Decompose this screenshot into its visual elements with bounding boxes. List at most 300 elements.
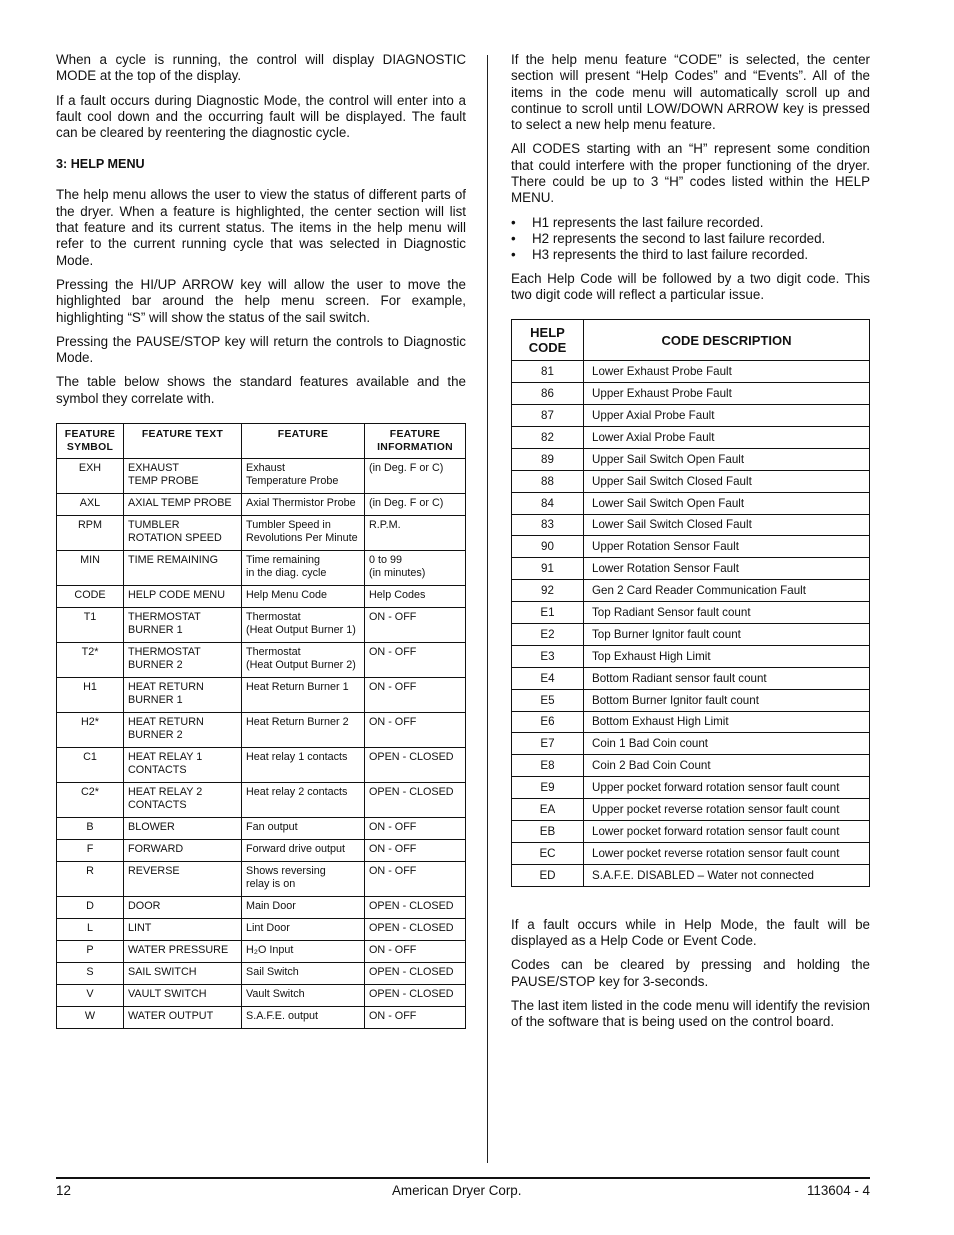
feature-cell <box>242 783 365 818</box>
table-row <box>512 711 870 733</box>
table-row <box>512 405 870 427</box>
information-cell-line: ON - OFF <box>369 681 417 694</box>
feature-table <box>56 423 466 1029</box>
paragraph-clear-codes: Codes can be cleared by pressing and holding the PAUSE/STOP key for 3-seconds. <box>511 957 870 989</box>
feature-cell-line: Revolutions Per Minute <box>246 532 358 545</box>
code-cell: E1 <box>512 602 584 624</box>
description-cell: Upper Exhaust Probe Fault <box>584 383 870 405</box>
text-cell-line: THERMOSTAT <box>128 646 201 659</box>
text-cell <box>124 494 242 516</box>
text-cell-line: AXIAL TEMP PROBE <box>128 497 232 510</box>
symbol-cell <box>57 897 124 919</box>
table-row <box>512 361 870 383</box>
feature-cell-line: Main Door <box>246 900 296 913</box>
description-cell: Upper Sail Switch Closed Fault <box>584 470 870 492</box>
symbol-cell <box>57 748 124 783</box>
feature-table-header-row <box>57 424 466 459</box>
table-row <box>512 448 870 470</box>
text-cell <box>124 818 242 840</box>
table-row <box>57 551 466 586</box>
table-row <box>57 818 466 840</box>
header-feature-text: FEATURE TEXT <box>124 424 242 459</box>
symbol-cell <box>57 941 124 963</box>
text-cell-line: HEAT RELAY 2 <box>128 786 203 799</box>
document-number: 113604 - 4 <box>806 1183 870 1198</box>
symbol-cell <box>57 985 124 1007</box>
symbol-cell-line: RPM <box>78 519 102 532</box>
description-cell: Lower Axial Probe Fault <box>584 426 870 448</box>
code-cell: 92 <box>512 580 584 602</box>
header-feature: FEATURE <box>242 424 365 459</box>
text-cell <box>124 678 242 713</box>
feature-cell <box>242 941 365 963</box>
description-cell: Lower Exhaust Probe Fault <box>584 361 870 383</box>
table-row <box>512 842 870 864</box>
feature-cell-line: Heat Return Burner 2 <box>246 716 349 729</box>
code-cell: 89 <box>512 448 584 470</box>
description-cell: Lower Sail Switch Closed Fault <box>584 514 870 536</box>
description-cell: Upper pocket reverse rotation sensor fault count <box>584 799 870 821</box>
text-cell <box>124 643 242 678</box>
paragraph-pause-stop: Pressing the PAUSE/STOP key will return the controls to Diagnostic Mode. <box>56 333 466 366</box>
description-cell: Bottom Burner Ignitor fault count <box>584 689 870 711</box>
symbol-cell <box>57 862 124 897</box>
table-row <box>57 459 466 494</box>
feature-cell-line: Heat relay 2 contacts <box>246 786 348 799</box>
footer-rule <box>56 1177 870 1179</box>
code-table-header-row <box>512 320 870 361</box>
text-cell-line: HEAT RETURN <box>128 681 204 694</box>
symbol-cell-line: L <box>86 922 93 935</box>
code-cell: 84 <box>512 492 584 514</box>
information-cell-line: Help Codes <box>369 589 426 602</box>
text-cell <box>124 862 242 897</box>
feature-cell <box>242 1007 365 1029</box>
table-row <box>57 840 466 862</box>
feature-cell-line: Exhaust <box>246 462 286 475</box>
information-cell-line: OPEN - CLOSED <box>369 988 454 1001</box>
feature-cell <box>242 840 365 862</box>
section-heading-help-menu: 3: HELP MENU <box>56 157 145 172</box>
list-item: • H3 represents the third to last failure recorded. <box>511 247 870 263</box>
text-cell-line: BURNER 1 <box>128 694 183 707</box>
information-cell-line: (in Deg. F or C) <box>369 497 444 510</box>
symbol-cell-line: F <box>86 843 94 856</box>
code-cell: E8 <box>512 755 584 777</box>
text-cell-line: TEMP PROBE <box>128 475 199 488</box>
feature-cell <box>242 551 365 586</box>
text-cell-line: FORWARD <box>128 843 184 856</box>
information-cell <box>365 494 466 516</box>
code-cell: 83 <box>512 514 584 536</box>
symbol-cell <box>57 919 124 941</box>
information-cell-line: ON - OFF <box>369 944 417 957</box>
information-cell <box>365 963 466 985</box>
table-row <box>57 643 466 678</box>
text-cell <box>124 783 242 818</box>
symbol-cell-line: T1 <box>83 611 97 624</box>
table-row <box>512 799 870 821</box>
table-row <box>512 602 870 624</box>
feature-cell-line: (Heat Output Burner 2) <box>246 659 356 672</box>
text-cell <box>124 897 242 919</box>
text-cell <box>124 941 242 963</box>
feature-cell <box>242 818 365 840</box>
information-cell <box>365 985 466 1007</box>
symbol-cell <box>57 713 124 748</box>
feature-cell <box>242 516 365 551</box>
table-row <box>57 941 466 963</box>
feature-cell-line: Shows reversing <box>246 865 326 878</box>
feature-cell-line: Fan output <box>246 821 298 834</box>
information-cell <box>365 897 466 919</box>
text-cell-line: CONTACTS <box>128 799 187 812</box>
description-cell: S.A.F.E. DISABLED – Water not connected <box>584 864 870 886</box>
feature-cell-line: Sail Switch <box>246 966 299 979</box>
text-cell-line: BURNER 2 <box>128 729 183 742</box>
code-cell: 90 <box>512 536 584 558</box>
description-cell: Lower pocket forward rotation sensor fault count <box>584 820 870 842</box>
feature-cell-line: Temperature Probe <box>246 475 339 488</box>
feature-cell-line: relay is on <box>246 878 296 891</box>
code-cell: 88 <box>512 470 584 492</box>
symbol-cell-line: V <box>86 988 94 1001</box>
list-item: • H2 represents the second to last failure recorded. <box>511 231 870 247</box>
description-cell: Upper Axial Probe Fault <box>584 405 870 427</box>
description-cell: Upper pocket forward rotation sensor fault count <box>584 777 870 799</box>
text-cell <box>124 459 242 494</box>
table-row <box>57 516 466 551</box>
page-number: 12 <box>56 1183 71 1198</box>
table-row <box>512 689 870 711</box>
symbol-cell-line: H2* <box>80 716 99 729</box>
information-cell-line: (in Deg. F or C) <box>369 462 444 475</box>
symbol-cell <box>57 783 124 818</box>
description-cell: Lower pocket reverse rotation sensor fault count <box>584 842 870 864</box>
feature-cell <box>242 586 365 608</box>
description-cell: Bottom Radiant sensor fault count <box>584 667 870 689</box>
text-cell-line: VAULT SWITCH <box>128 988 207 1001</box>
text-cell-line: SAIL SWITCH <box>128 966 197 979</box>
text-cell-line: BURNER 2 <box>128 659 183 672</box>
text-cell-line: BLOWER <box>128 821 175 834</box>
header-code-description: CODE DESCRIPTION <box>584 320 870 361</box>
paragraph-diagnostic-display: When a cycle is running, the control will display DIAGNOSTIC MODE at the top of the display. <box>56 52 466 84</box>
symbol-cell <box>57 551 124 586</box>
text-cell-line: HELP CODE MENU <box>128 589 225 602</box>
code-cell: E3 <box>512 645 584 667</box>
information-cell-line: 0 to 99 <box>369 554 403 567</box>
information-cell <box>365 608 466 643</box>
paragraph-two-digit-code: Each Help Code will be followed by a two digit code. This two digit code will reflect a particular issue. <box>511 270 870 302</box>
symbol-cell-line: EXH <box>78 462 102 475</box>
code-cell: E9 <box>512 777 584 799</box>
right-column <box>511 52 870 1038</box>
table-row <box>512 645 870 667</box>
feature-cell <box>242 862 365 897</box>
table-row <box>512 755 870 777</box>
text-cell <box>124 586 242 608</box>
table-row <box>512 426 870 448</box>
description-cell: Coin 1 Bad Coin count <box>584 733 870 755</box>
information-cell-line: OPEN - CLOSED <box>369 751 454 764</box>
information-cell <box>365 643 466 678</box>
code-cell: 82 <box>512 426 584 448</box>
paragraph-help-menu-intro: The help menu allows the user to view the status of different parts of the dryer. When a feature is highlighted, the center section will list that feature and its current status. The items in the help menu will refer to the current running cycle that was selected in Diagnostic Mode. <box>56 187 466 268</box>
text-cell <box>124 748 242 783</box>
table-row <box>57 1007 466 1029</box>
table-row <box>57 494 466 516</box>
code-cell: E5 <box>512 689 584 711</box>
help-code-table <box>511 319 870 886</box>
text-cell <box>124 963 242 985</box>
symbol-cell-line: CODE <box>74 589 106 602</box>
description-cell: Bottom Exhaust High Limit <box>584 711 870 733</box>
code-cell: 81 <box>512 361 584 383</box>
feature-cell-line: S.A.F.E. output <box>246 1010 319 1023</box>
feature-cell <box>242 608 365 643</box>
header-help-code <box>512 320 584 361</box>
feature-cell <box>242 897 365 919</box>
code-cell: EC <box>512 842 584 864</box>
code-cell: ED <box>512 864 584 886</box>
information-cell <box>365 818 466 840</box>
text-cell-line: REVERSE <box>128 865 180 878</box>
table-row <box>57 586 466 608</box>
text-cell <box>124 713 242 748</box>
text-cell-line: WATER PRESSURE <box>128 944 229 957</box>
paragraph-hi-up-arrow: Pressing the HI/UP ARROW key will allow the user to move the highlighted bar around the help menu screen. For example, highlighting “S” will show the status of the sail switch. <box>56 276 466 325</box>
text-cell <box>124 919 242 941</box>
code-cell: E2 <box>512 623 584 645</box>
symbol-cell-line: W <box>84 1010 96 1023</box>
information-cell-line: ON - OFF <box>369 843 417 856</box>
information-cell-line: OPEN - CLOSED <box>369 966 454 979</box>
text-cell <box>124 551 242 586</box>
header-help-code-line2: CODE <box>528 340 567 356</box>
description-cell: Gen 2 Card Reader Communication Fault <box>584 580 870 602</box>
symbol-cell-line: D <box>86 900 94 913</box>
description-cell: Upper Rotation Sensor Fault <box>584 536 870 558</box>
text-cell-line: TIME REMAINING <box>128 554 218 567</box>
feature-cell-line: Lint Door <box>246 922 290 935</box>
symbol-cell <box>57 818 124 840</box>
company-name: American Dryer Corp. <box>392 1183 522 1198</box>
column-divider <box>487 55 488 1163</box>
text-cell <box>124 516 242 551</box>
symbol-cell-line: MIN <box>80 554 100 567</box>
code-cell: 87 <box>512 405 584 427</box>
feature-cell-line: Heat relay 1 contacts <box>246 751 348 764</box>
code-cell: 91 <box>512 558 584 580</box>
code-cell: 86 <box>512 383 584 405</box>
symbol-cell <box>57 494 124 516</box>
symbol-cell <box>57 459 124 494</box>
text-cell <box>124 840 242 862</box>
text-cell <box>124 1007 242 1029</box>
table-row <box>57 897 466 919</box>
information-cell <box>365 748 466 783</box>
header-feature-information: FEATURE INFORMATION <box>365 424 466 459</box>
table-row <box>512 820 870 842</box>
feature-cell <box>242 919 365 941</box>
feature-cell <box>242 985 365 1007</box>
symbol-cell-line: C1 <box>83 751 97 764</box>
feature-cell-line: Help Menu Code <box>246 589 328 602</box>
table-row <box>512 514 870 536</box>
text-cell-line: CONTACTS <box>128 764 187 777</box>
table-row <box>57 748 466 783</box>
information-cell <box>365 551 466 586</box>
table-row <box>512 492 870 514</box>
feature-cell-line: (Heat Output Burner 1) <box>246 624 356 637</box>
table-row <box>512 383 870 405</box>
text-cell-line: DOOR <box>128 900 161 913</box>
paragraph-software-revision: The last item listed in the code menu will identify the revision of the software that is being used on the control board. <box>511 997 870 1030</box>
information-cell-line: ON - OFF <box>369 821 417 834</box>
description-cell: Top Exhaust High Limit <box>584 645 870 667</box>
paragraph-table-intro: The table below shows the standard features available and the symbol they correlate with. <box>56 374 466 406</box>
symbol-cell <box>57 586 124 608</box>
symbol-cell-line: P <box>86 944 94 957</box>
symbol-cell-line: T2* <box>81 646 99 659</box>
information-cell-line: ON - OFF <box>369 1010 417 1023</box>
feature-cell <box>242 494 365 516</box>
table-row <box>512 536 870 558</box>
information-cell <box>365 516 466 551</box>
feature-cell <box>242 748 365 783</box>
text-cell-line: LINT <box>128 922 152 935</box>
code-cell: E6 <box>512 711 584 733</box>
code-table-body <box>512 361 870 886</box>
feature-cell <box>242 643 365 678</box>
symbol-cell <box>57 608 124 643</box>
feature-cell <box>242 963 365 985</box>
information-cell-line: OPEN - CLOSED <box>369 786 454 799</box>
table-row <box>57 608 466 643</box>
code-cell: EB <box>512 820 584 842</box>
text-cell-line: THERMOSTAT <box>128 611 201 624</box>
feature-cell-line: Time remaining <box>246 554 321 567</box>
feature-cell-line: H₂O Input <box>246 944 294 957</box>
paragraph-diagnostic-fault: If a fault occurs during Diagnostic Mode, the control will enter into a fault cool down and the occurring fault will be displayed. The fault can be cleared by reentering the diagnostic cycle. <box>56 92 466 141</box>
table-row <box>512 864 870 886</box>
information-cell-line: OPEN - CLOSED <box>369 922 454 935</box>
symbol-cell <box>57 1007 124 1029</box>
code-cell: E4 <box>512 667 584 689</box>
text-cell <box>124 985 242 1007</box>
information-cell <box>365 840 466 862</box>
code-cell: EA <box>512 799 584 821</box>
table-row <box>512 667 870 689</box>
symbol-cell-line: H1 <box>83 681 97 694</box>
text-cell-line: WATER OUTPUT <box>128 1010 214 1023</box>
information-cell-line: ON - OFF <box>369 646 417 659</box>
description-cell: Lower Sail Switch Open Fault <box>584 492 870 514</box>
feature-cell-line: Axial Thermistor Probe <box>246 497 356 510</box>
description-cell: Top Burner Ignitor fault count <box>584 623 870 645</box>
feature-cell-line: Heat Return Burner 1 <box>246 681 349 694</box>
description-cell: Lower Rotation Sensor Fault <box>584 558 870 580</box>
feature-cell-line: in the diag. cycle <box>246 567 327 580</box>
information-cell-line: ON - OFF <box>369 716 417 729</box>
table-row <box>57 783 466 818</box>
text-cell-line: HEAT RELAY 1 <box>128 751 203 764</box>
information-cell <box>365 678 466 713</box>
information-cell <box>365 1007 466 1029</box>
symbol-cell-line: AXL <box>79 497 101 510</box>
table-row <box>57 963 466 985</box>
table-row <box>57 862 466 897</box>
symbol-cell <box>57 643 124 678</box>
header-feature-symbol: FEATURE SYMBOL <box>57 424 124 459</box>
paragraph-help-mode-fault: If a fault occurs while in Help Mode, the fault will be displayed as a Help Code or Event Code. <box>511 916 870 948</box>
information-cell-line: OPEN - CLOSED <box>369 900 454 913</box>
table-row <box>512 777 870 799</box>
text-cell-line: HEAT RETURN <box>128 716 204 729</box>
feature-cell <box>242 459 365 494</box>
symbol-cell <box>57 840 124 862</box>
table-row <box>512 623 870 645</box>
table-row <box>57 919 466 941</box>
symbol-cell <box>57 678 124 713</box>
symbol-cell-line: R <box>86 865 94 878</box>
table-row <box>57 713 466 748</box>
paragraph-h-codes: All CODES starting with an “H” represent some condition that could interfere with the proper functioning of the dryer. There could be up to 3 “H” codes listed within the HELP MENU. <box>511 141 870 206</box>
paragraph-code-feature: If the help menu feature “CODE” is selected, the center section will present “Help Codes” and “Events”. All of the items in the code menu will automatically scroll up and continue to scroll until LOW/DOWN ARROW key is pressed to select a new help menu feature. <box>511 52 870 133</box>
symbol-cell-line: S <box>86 966 94 979</box>
symbol-cell <box>57 516 124 551</box>
feature-cell <box>242 713 365 748</box>
feature-cell-line: Thermostat <box>246 611 301 624</box>
information-cell <box>365 783 466 818</box>
information-cell <box>365 941 466 963</box>
symbol-cell-line: B <box>86 821 94 834</box>
information-cell <box>365 919 466 941</box>
text-cell-line: EXHAUST <box>128 462 179 475</box>
table-row <box>512 558 870 580</box>
table-row <box>57 678 466 713</box>
information-cell-line: ON - OFF <box>369 865 417 878</box>
description-cell: Upper Sail Switch Open Fault <box>584 448 870 470</box>
feature-cell-line: Vault Switch <box>246 988 305 1001</box>
feature-cell <box>242 678 365 713</box>
code-cell: E7 <box>512 733 584 755</box>
table-row <box>57 985 466 1007</box>
feature-cell-line: Tumbler Speed in <box>246 519 331 532</box>
text-cell-line: BURNER 1 <box>128 624 183 637</box>
table-row <box>512 470 870 492</box>
table-row <box>512 580 870 602</box>
text-cell <box>124 608 242 643</box>
feature-table-body <box>57 459 466 1029</box>
h-code-list <box>511 215 870 263</box>
feature-cell-line: Forward drive output <box>246 843 346 856</box>
information-cell <box>365 459 466 494</box>
information-cell-line: R.P.M. <box>369 519 401 532</box>
left-column <box>56 52 466 1029</box>
header-help-code-line1: HELP <box>530 325 565 341</box>
description-cell: Top Radiant Sensor fault count <box>584 602 870 624</box>
text-cell-line: TUMBLER <box>128 519 180 532</box>
information-cell <box>365 713 466 748</box>
text-cell-line: ROTATION SPEED <box>128 532 222 545</box>
information-cell <box>365 586 466 608</box>
information-cell-line: ON - OFF <box>369 611 417 624</box>
description-cell: Coin 2 Bad Coin Count <box>584 755 870 777</box>
information-cell <box>365 862 466 897</box>
list-item: • H1 represents the last failure recorded. <box>511 215 870 231</box>
